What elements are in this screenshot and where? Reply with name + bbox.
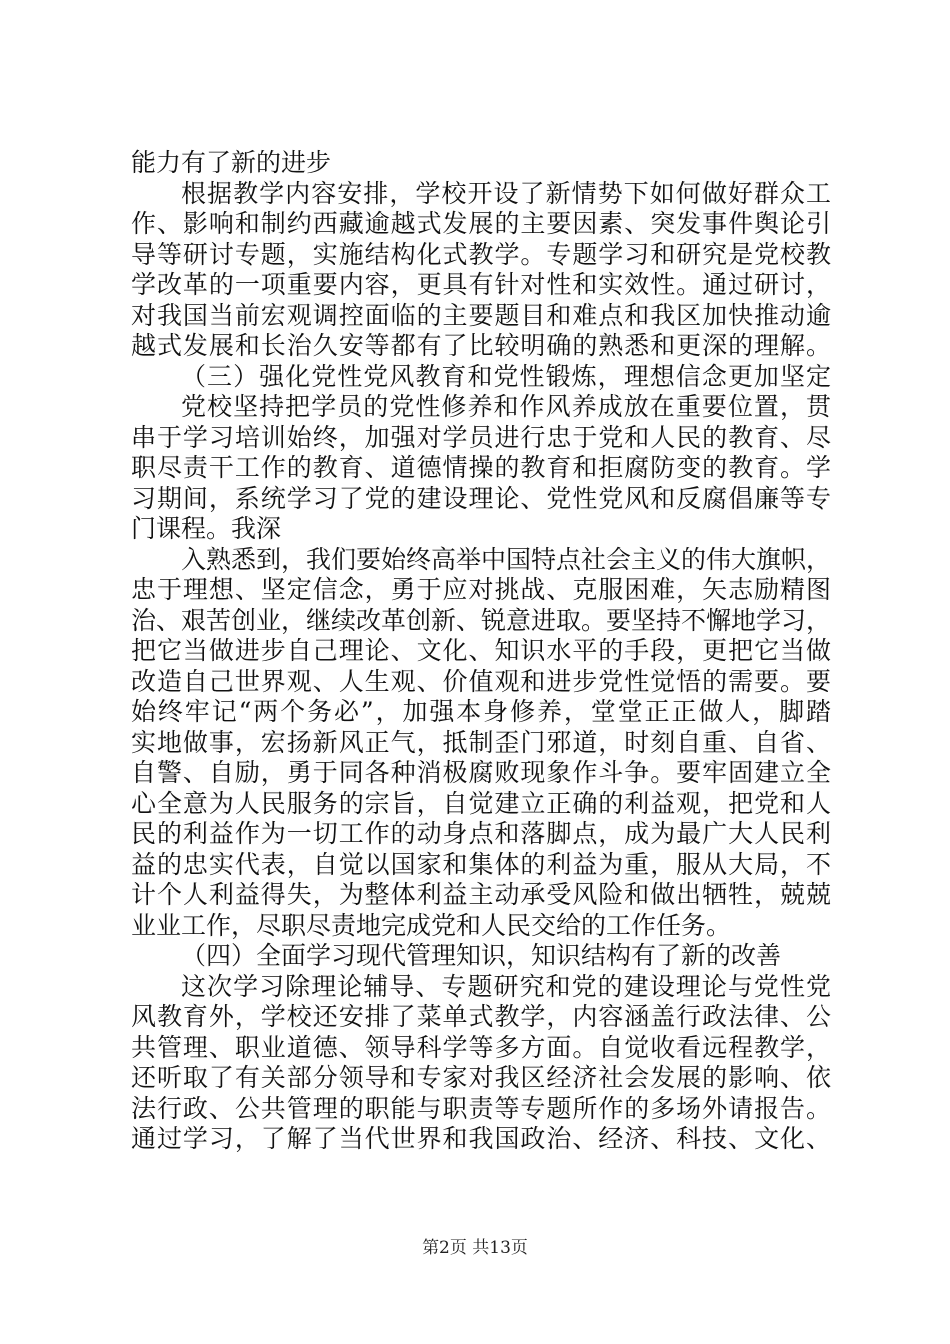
text-line: 把它当做进步自己理论、文化、知识水平的手段，更把它当做 [131,636,831,665]
page-footer: 第2页 共13页 [422,1238,528,1258]
text-line: 对我国当前宏观调控面临的主要题目和难点和我区加快推动逾 [131,300,831,330]
text-line: 习期间，系统学习了党的建设理论、党性党风和反腐倡廉等专 [131,483,831,513]
text-line: 门课程。我深 [131,514,282,543]
text-line: 自警、自励，勇于同各种消极腐败现象作斗争。要牢固建立全 [131,758,831,787]
text-line: （三）强化党性党风教育和党性锻炼，理想信念更加坚定 [181,361,831,391]
text-line: 还听取了有关部分领导和专家对我区经济社会发展的影响、依 [131,1063,831,1092]
text-line: 计个人利益得失，为整体利益主动承受风险和做出牺牲，兢兢 [131,880,831,909]
text-line: 根据教学内容安排，学校开设了新情势下如何做好群众工 [181,178,831,208]
text-line: 改造自己世界观、人生观、价值观和进步党性觉悟的需要。要 [131,666,831,696]
text-line: 民的利益作为一切工作的动身点和落脚点，成为最广大人民利 [131,819,831,848]
text-line: 始终牢记“两个务必”，加强本身修养，堂堂正正做人，脚踏 [131,697,831,726]
text-line: 治、艰苦创业，继续改革创新、锐意进取。要坚持不懈地学习， [131,605,831,635]
text-line: 党校坚持把学员的党性修养和作风养成放在重要位置，贯 [181,392,831,421]
text-line: 业业工作，尽职尽责地完成党和人民交给的工作任务。 [131,910,732,940]
text-line: 入熟悉到，我们要始终高举中国特点社会主义的伟大旗帜， [181,544,831,574]
document-body [131,148,831,1155]
text-line: 共管理、职业道德、领导科学等多方面。自觉收看远程教学， [131,1032,831,1062]
text-line: 能力有了新的进步 [131,148,332,177]
text-line: 越式发展和长治久安等都有了比较明确的熟悉和更深的理解。 [131,331,831,360]
text-line: 通过学习，了解了当代世界和我国政治、经济、科技、文化、 [131,1124,831,1153]
text-line: （四）全面学习现代管理知识，知识结构有了新的改善 [181,941,782,970]
text-line: 实地做事，宏扬新风正气，抵制歪门邪道，时刻自重、自省、 [131,727,831,757]
text-line: 法行政、公共管理的职能与职责等专题所作的多场外请报告。 [131,1093,831,1123]
text-line: 串于学习培训始终，加强对学员进行忠于党和人民的教育、尽 [131,422,831,452]
text-line: 风教育外，学校还安排了菜单式教学，内容涵盖行政法律、公 [131,1002,831,1031]
text-line: 益的忠实代表，自觉以国家和集体的利益为重，服从大局，不 [131,849,831,879]
text-line: 导等研讨专题，实施结构化式教学。专题学习和研究是党校教 [131,239,831,269]
text-line: 作、影响和制约西藏逾越式发展的主要因素、突发事件舆论引 [131,209,831,238]
text-line: 这次学习除理论辅导、专题研究和党的建设理论与党性党 [181,971,831,1001]
text-line: 职尽责干工作的教育、道德情操的教育和拒腐防变的教育。学 [131,453,831,482]
text-line: 忠于理想、坚定信念，勇于应对挑战、克服困难，矢志励精图 [131,575,831,604]
text-line: 学改革的一项重要内容，更具有针对性和实效性。通过研讨， [131,270,831,299]
text-line: 心全意为人民服务的宗旨，自觉建立正确的利益观，把党和人 [131,788,831,818]
